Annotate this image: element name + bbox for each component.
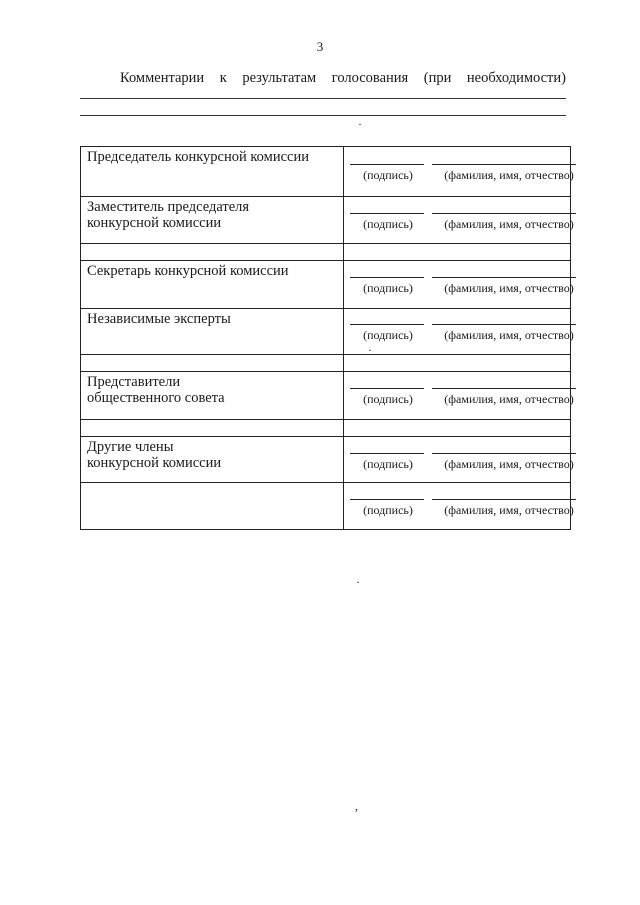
- signature-line: [350, 213, 424, 214]
- signature-caption: (подпись): [363, 281, 413, 295]
- role-cell: [81, 437, 344, 483]
- role-label: Секретарь конкурсной комиссии: [87, 263, 289, 279]
- signature-caption: (подпись): [363, 503, 413, 517]
- signature-cell: [344, 483, 574, 530]
- spacer-row: [81, 244, 571, 261]
- spacer-row: [81, 420, 571, 437]
- signature-line: [350, 277, 424, 278]
- name-line: [432, 388, 576, 389]
- stray-mark: ,: [355, 799, 358, 813]
- signature-cell: [344, 372, 574, 420]
- signature-row: [81, 437, 571, 483]
- role-label: Председатель конкурсной комиссии: [87, 149, 309, 165]
- spacer-row: [81, 355, 571, 372]
- stray-mark: ·: [368, 343, 372, 357]
- signature-row: [81, 147, 571, 197]
- signature-row: [81, 483, 571, 530]
- role-cell: [81, 261, 344, 309]
- role-label: конкурсной комиссии: [87, 455, 222, 471]
- signature-table: [80, 146, 574, 530]
- signature-row: [81, 261, 571, 309]
- signature-cell: [344, 261, 574, 309]
- heading-word: к: [219, 70, 227, 86]
- signature-line: [350, 453, 424, 454]
- role-label: Заместитель председателя: [87, 199, 250, 215]
- signature-line: [350, 499, 424, 500]
- role-cell: [81, 197, 344, 244]
- role-label: конкурсной комиссии: [87, 215, 222, 231]
- name-caption: (фамилия, имя, отчество): [444, 392, 574, 406]
- signature-cell: [344, 309, 574, 357]
- signature-line: [350, 164, 424, 165]
- heading-word: голосования: [331, 70, 409, 86]
- heading-word: (при: [423, 70, 452, 86]
- signature-cell: [344, 437, 574, 483]
- signature-cell: [344, 147, 574, 197]
- heading-word: Комментарии: [120, 70, 205, 86]
- name-caption: (фамилия, имя, отчество): [444, 503, 574, 517]
- name-line: [432, 453, 576, 454]
- name-caption: (фамилия, имя, отчество): [444, 217, 574, 231]
- role-label: общественного совета: [87, 390, 225, 406]
- signature-caption: (подпись): [363, 457, 413, 471]
- role-label: Представители: [87, 374, 181, 390]
- heading-word: результатам: [242, 70, 317, 86]
- name-caption: (фамилия, имя, отчество): [444, 281, 574, 295]
- name-line: [432, 213, 576, 214]
- signature-row: [81, 372, 571, 420]
- stray-mark: ·: [358, 117, 362, 131]
- stray-mark: ·: [356, 575, 360, 589]
- comment-line: [80, 98, 566, 99]
- role-label: Другие члены: [87, 439, 174, 455]
- signature-caption: (подпись): [363, 168, 413, 182]
- role-cell: [81, 309, 344, 355]
- comments-heading: [120, 70, 566, 87]
- signature-row: [81, 309, 571, 355]
- name-caption: (фамилия, имя, отчество): [444, 328, 574, 342]
- name-line: [432, 324, 576, 325]
- signature-caption: (подпись): [363, 392, 413, 406]
- signature-caption: (подпись): [363, 217, 413, 231]
- comment-line: [80, 115, 566, 116]
- name-line: [432, 277, 576, 278]
- role-cell: [81, 372, 344, 420]
- signature-line: [350, 388, 424, 389]
- name-line: [432, 164, 576, 165]
- page-number: 3: [316, 39, 324, 54]
- heading-word: необходимости): [466, 70, 566, 86]
- role-cell: [81, 483, 344, 530]
- name-caption: (фамилия, имя, отчество): [444, 168, 574, 182]
- signature-caption: (подпись): [363, 328, 413, 342]
- name-line: [432, 499, 576, 500]
- signature-row: [81, 197, 571, 244]
- name-caption: (фамилия, имя, отчество): [444, 457, 574, 471]
- role-cell: [81, 147, 344, 197]
- signature-cell: [344, 197, 574, 244]
- role-label: Независимые эксперты: [87, 311, 231, 327]
- signature-line: [350, 324, 424, 325]
